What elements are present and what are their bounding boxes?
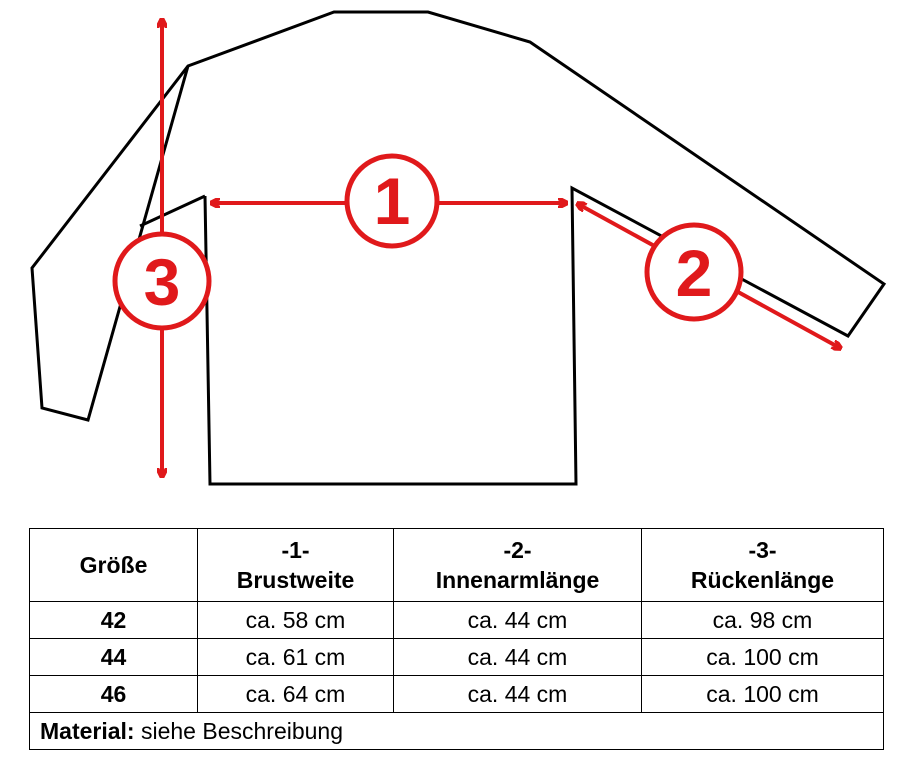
row-sleeve: ca. 44 cm xyxy=(394,639,642,676)
row-size: 46 xyxy=(30,676,198,713)
marker-1-label: 1 xyxy=(373,164,411,238)
marker-3-label: 3 xyxy=(143,245,181,319)
header-chest-name: Brustweite xyxy=(236,567,355,593)
header-chest-number: -1- xyxy=(281,537,310,563)
header-sleeve xyxy=(394,529,642,602)
marker-2-label: 2 xyxy=(675,236,713,310)
header-back-number: -3- xyxy=(748,537,777,563)
material-row xyxy=(30,713,884,750)
size-table xyxy=(29,528,884,750)
row-chest: ca. 64 cm xyxy=(198,676,394,713)
row-chest: ca. 58 cm xyxy=(198,602,394,639)
row-sleeve: ca. 44 cm xyxy=(394,602,642,639)
header-back-name: Rückenlänge xyxy=(690,567,835,593)
row-sleeve: ca. 44 cm xyxy=(394,676,642,713)
row-chest: ca. 61 cm xyxy=(198,639,394,676)
row-back: ca. 100 cm xyxy=(642,639,884,676)
header-back xyxy=(642,529,884,602)
row-back: ca. 98 cm xyxy=(642,602,884,639)
material-cell xyxy=(30,713,884,750)
table-row xyxy=(30,602,884,639)
row-back: ca. 100 cm xyxy=(642,676,884,713)
table-row xyxy=(30,639,884,676)
material-label: Material: xyxy=(40,718,135,744)
header-chest xyxy=(198,529,394,602)
header-sleeve-name: Innenarmlänge xyxy=(435,567,600,593)
row-size: 42 xyxy=(30,602,198,639)
header-size: Größe xyxy=(30,529,198,602)
table-row xyxy=(30,676,884,713)
header-sleeve-number: -2- xyxy=(503,537,532,563)
row-size: 44 xyxy=(30,639,198,676)
table-header-row xyxy=(30,529,884,602)
material-value: siehe Beschreibung xyxy=(140,718,344,744)
